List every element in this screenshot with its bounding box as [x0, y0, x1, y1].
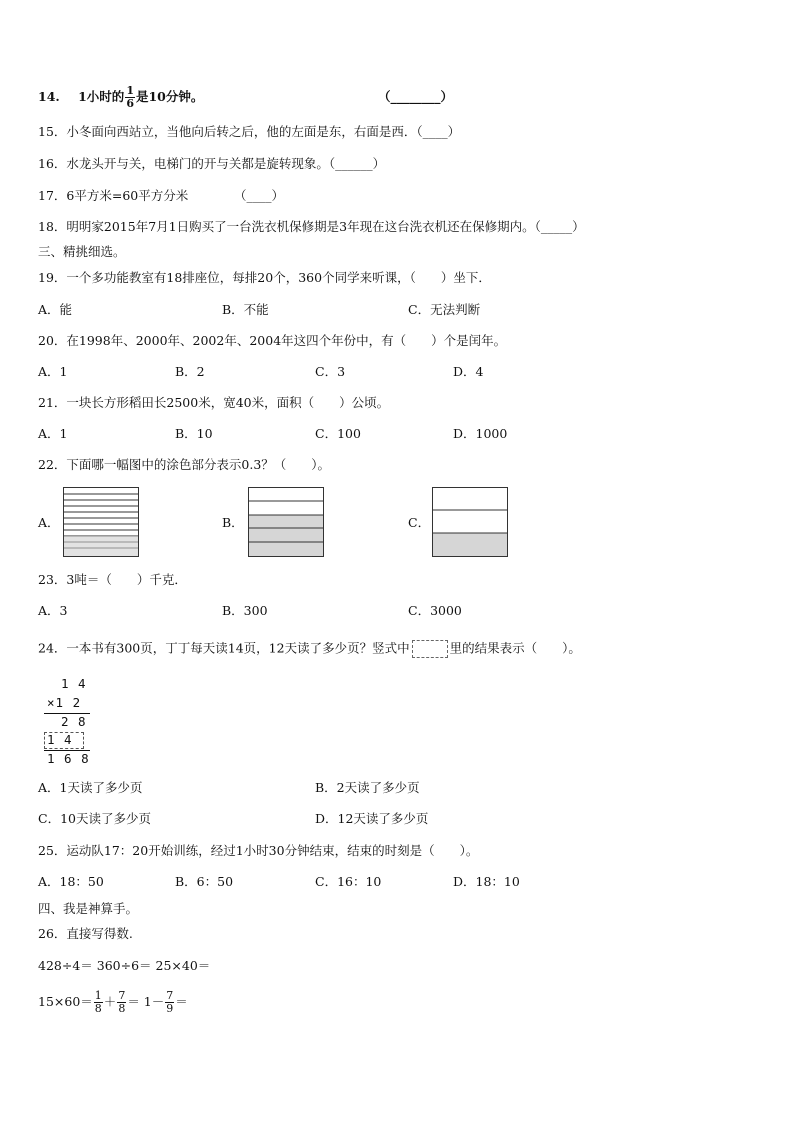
q24-vertical-multiplication [44, 676, 104, 768]
question-18: 18．明明家2015年7月1日购买了一台洗衣机保修期是3年现在这台洗衣机还在保修期内。（_____） [38, 219, 585, 234]
q14-answer-blank[interactable]: （________） [378, 89, 454, 104]
q23-option-a[interactable]: A．3 [38, 603, 68, 618]
question-20: 20．在1998年、2000年、2002年、2004年这四个年份中，有（ ）个是闰年。 [38, 333, 507, 348]
q21-option-b[interactable]: B．10 [175, 426, 213, 441]
q26-row-1: 428÷4＝ 360÷6＝ 25×40＝ [38, 958, 211, 973]
q14-number: 14. [38, 89, 60, 104]
q24-option-a[interactable]: A．1天读了多少页 [38, 780, 143, 795]
q14-frac-num: 1 [126, 84, 134, 97]
q26-fraction-1 [94, 990, 103, 1015]
question-23: 23．3吨＝（ ）千克． [38, 572, 187, 587]
question-15: 15．小冬面向西站立，当他向后转之后，他的左面是东，右面是西．（____） [38, 124, 461, 139]
q23-option-b[interactable]: B．300 [222, 603, 268, 618]
q26-f1-num: 1 [94, 989, 102, 1002]
question-25: 25．运动队17：20开始训练，经过1小时30分钟结束，结束的时刻是（ ）。 [38, 843, 479, 858]
q26-f3-den: 9 [166, 1002, 174, 1015]
q22-figure-b [248, 487, 324, 557]
q19-option-b[interactable]: B．不能 [222, 302, 269, 317]
section-4-heading: 四、我是神算手。 [38, 901, 139, 916]
q19-option-a[interactable]: A．能 [38, 302, 73, 317]
q20-option-a[interactable]: A．1 [38, 364, 68, 379]
question-14 [38, 85, 203, 110]
question-19: 19．一个多功能教室有18排座位，每排20个，360个同学来听课，（ ）坐下． [38, 270, 491, 285]
q20-option-c[interactable]: C．3 [315, 364, 346, 379]
q21-option-a[interactable]: A．1 [38, 426, 68, 441]
q26-eq1: ＝ 1－ [127, 994, 165, 1009]
question-21: 21．一块长方形稻田长2500米，宽40米，面积（ ）公顷。 [38, 395, 390, 410]
q24-post: 里的结果表示（ ）。 [449, 640, 581, 656]
q24-vertical-row-3: 2 8 [61, 714, 87, 729]
question-24 [38, 640, 581, 658]
q22-figure-a [63, 487, 139, 557]
q24-option-c[interactable]: C．10天读了多少页 [38, 811, 151, 826]
q21-option-d[interactable]: D．1000 [453, 426, 508, 441]
q24-vertical-row-4: 1 4 [47, 732, 73, 747]
q26-f1-den: 8 [94, 1002, 102, 1015]
q24-dashed-box-icon [412, 640, 448, 658]
question-22: 22．下面哪一幅图中的涂色部分表示0.3？（ ）。 [38, 457, 331, 472]
q22-figure-b-bands [249, 488, 323, 556]
q20-option-b[interactable]: B．2 [175, 364, 205, 379]
question-26: 26．直接写得数. [38, 926, 133, 941]
q24-option-b[interactable]: B．2天读了多少页 [315, 780, 420, 795]
q25-option-c[interactable]: C．16：10 [315, 874, 382, 889]
q22-figure-c [432, 487, 508, 557]
q26-eq2: ＝ [175, 994, 188, 1009]
q26-plus: ＋ [103, 994, 117, 1009]
q24-vertical-row-5: 1 6 8 [47, 751, 90, 766]
question-16: 16．水龙头开与关，电梯门的开与关都是旋转现象。（______） [38, 156, 386, 171]
q21-option-c[interactable]: C．100 [315, 426, 361, 441]
q24-option-d[interactable]: D．12天读了多少页 [315, 811, 429, 826]
question-17: 17．6平方米=60平方分米 [38, 188, 189, 203]
q14-pre: 1小时的 [78, 89, 125, 104]
q26-f2-den: 8 [118, 1002, 126, 1015]
q26-fraction-3 [165, 990, 174, 1015]
q19-option-c[interactable]: C．无法判断 [408, 302, 481, 317]
q14-fraction [125, 85, 135, 110]
q22-figure-a-stripes [64, 488, 138, 556]
q23-option-c[interactable]: C．3000 [408, 603, 462, 618]
q22-option-a[interactable]: A． [38, 515, 60, 530]
q22-figure-c-thirds [433, 488, 507, 556]
q20-option-d[interactable]: D．4 [453, 364, 484, 379]
q26-fraction-2 [117, 990, 126, 1015]
q26-row-2 [38, 990, 188, 1015]
q26-f3-num: 7 [166, 989, 174, 1002]
q22-option-b[interactable]: B． [222, 515, 244, 530]
q24-vertical-row-1: 1 4 [61, 676, 87, 691]
q17-answer-blank[interactable]: （____） [234, 188, 285, 203]
q24-pre: 24．一本书有300页，丁丁每天读14页，12天读了多少页？竖式中 [38, 640, 410, 656]
q25-option-a[interactable]: A．18：50 [38, 874, 104, 889]
q25-option-b[interactable]: B．6：50 [175, 874, 234, 889]
q14-post: 是10分钟。 [135, 89, 204, 104]
q24-vertical-row-2: ×1 2 [47, 695, 82, 710]
q14-frac-den: 6 [126, 97, 134, 110]
q22-option-c[interactable]: C． [408, 515, 431, 530]
q26-f2-num: 7 [118, 989, 126, 1002]
section-3-heading: 三、精挑细选。 [38, 244, 126, 259]
q25-option-d[interactable]: D．18：10 [453, 874, 520, 889]
q26-expr-1: 15×60＝ [38, 994, 93, 1009]
